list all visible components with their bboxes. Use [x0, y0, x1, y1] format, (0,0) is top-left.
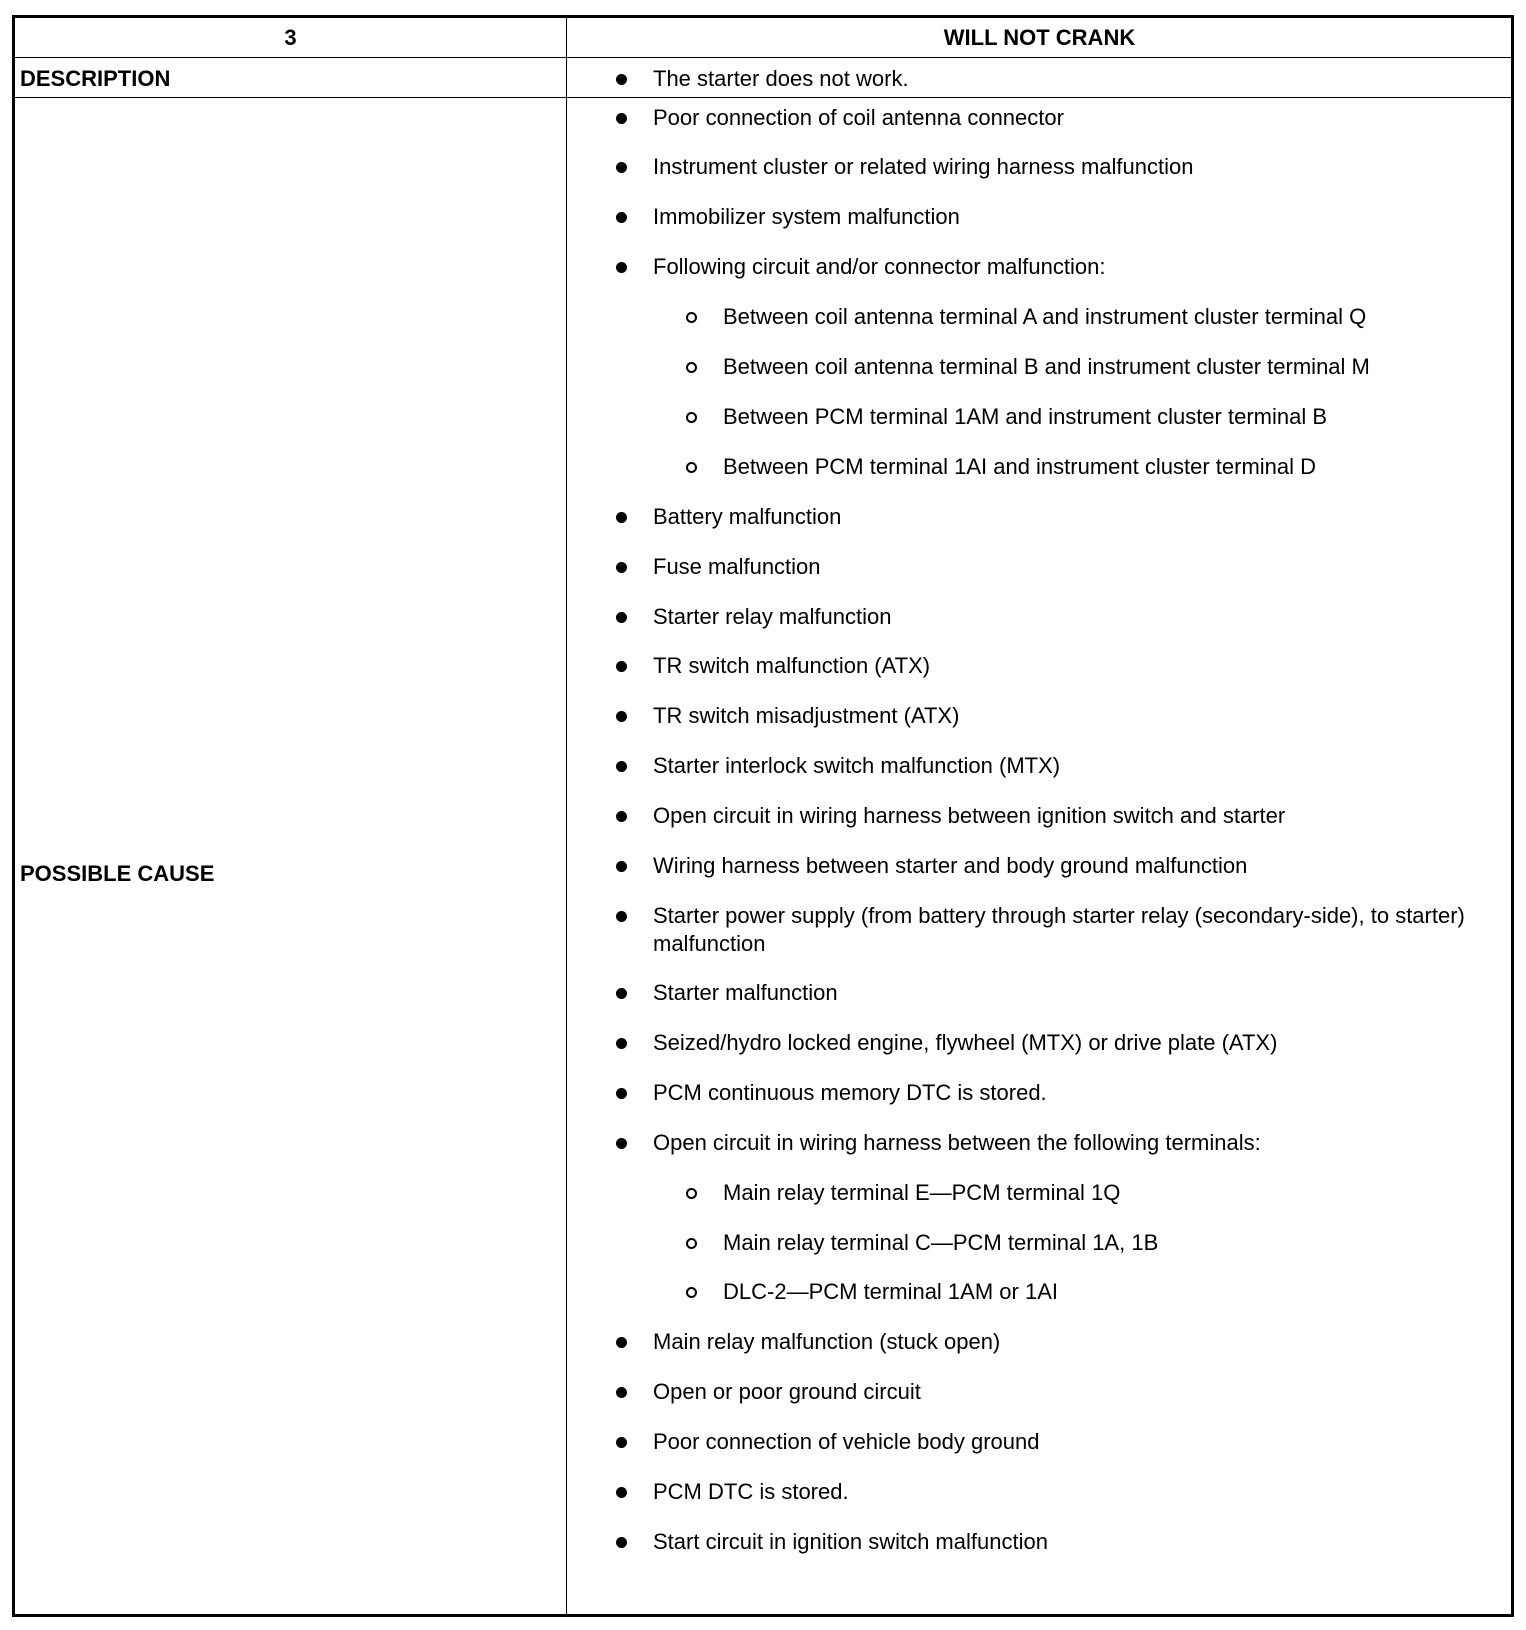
bullet-icon — [616, 212, 627, 223]
circle-bullet-icon — [686, 362, 697, 373]
possible-cause-item: Fuse malfunction — [653, 553, 1473, 581]
symptom-number: 3 — [284, 25, 297, 50]
description-label-cell — [15, 58, 566, 97]
symptom-title: WILL NOT CRANK — [943, 25, 1136, 50]
description-label: DESCRIPTION — [20, 66, 171, 91]
possible-cause-item: Wiring harness between starter and body ground malfunction — [653, 852, 1473, 880]
possible-cause-subitem: Between PCM terminal 1AI and instrument cluster terminal D — [723, 453, 1503, 481]
bullet-icon — [616, 162, 627, 173]
table-header-row — [15, 18, 1511, 58]
bullet-icon — [616, 1487, 627, 1498]
circle-bullet-icon — [686, 1188, 697, 1199]
circle-bullet-icon — [686, 312, 697, 323]
possible-cause-item: PCM DTC is stored. — [653, 1478, 1473, 1506]
bullet-icon — [616, 761, 627, 772]
bullet-icon — [616, 988, 627, 999]
circle-bullet-icon — [686, 412, 697, 423]
possible-cause-item: Open or poor ground circuit — [653, 1378, 1473, 1406]
possible-cause-item: Poor connection of vehicle body ground — [653, 1428, 1473, 1456]
bullet-icon — [616, 861, 627, 872]
circle-bullet-icon — [686, 1238, 697, 1249]
possible-cause-item: TR switch misadjustment (ATX) — [653, 702, 1473, 730]
possible-cause-subitem: Between coil antenna terminal B and instrument cluster terminal M — [723, 353, 1503, 381]
possible-cause-label: POSSIBLE CAUSE — [20, 861, 215, 886]
possible-cause-item: Immobilizer system malfunction — [653, 203, 1473, 231]
circle-bullet-icon — [686, 1287, 697, 1298]
possible-cause-label-cell — [15, 98, 566, 1614]
possible-cause-subitem: Main relay terminal E—PCM terminal 1Q — [723, 1179, 1503, 1207]
header-number-cell — [15, 18, 566, 57]
possible-cause-item: Open circuit in wiring harness between the following terminals: — [653, 1129, 1473, 1157]
bullet-icon — [616, 1337, 627, 1348]
possible-cause-subitem: Between PCM terminal 1AM and instrument cluster terminal B — [723, 403, 1503, 431]
bullet-icon — [616, 1138, 627, 1149]
possible-cause-item: Open circuit in wiring harness between ignition switch and starter — [653, 802, 1473, 830]
possible-cause-item: Starter power supply (from battery through starter relay (secondary-side), to starter) malfunction — [653, 902, 1473, 958]
possible-cause-item: Starter interlock switch malfunction (MTX) — [653, 752, 1473, 780]
possible-cause-item: Starter malfunction — [653, 979, 1473, 1007]
bullet-icon — [616, 661, 627, 672]
possible-cause-item: Poor connection of coil antenna connector — [653, 104, 1473, 132]
possible-cause-item: Starter relay malfunction — [653, 603, 1473, 631]
bullet-icon — [616, 262, 627, 273]
bullet-icon — [616, 1088, 627, 1099]
possible-cause-subitem: Main relay terminal C—PCM terminal 1A, 1B — [723, 1229, 1503, 1257]
possible-cause-list — [568, 98, 1511, 1614]
bullet-icon — [616, 562, 627, 573]
possible-cause-item: TR switch malfunction (ATX) — [653, 652, 1473, 680]
possible-cause-item: Start circuit in ignition switch malfunction — [653, 1528, 1473, 1556]
description-row — [15, 58, 1511, 98]
bullet-icon — [616, 74, 627, 85]
bullet-icon — [616, 1038, 627, 1049]
possible-cause-subitem: DLC-2—PCM terminal 1AM or 1AI — [723, 1278, 1503, 1306]
description-content-cell — [568, 58, 1511, 97]
bullet-icon — [616, 1387, 627, 1398]
bullet-icon — [616, 113, 627, 124]
bullet-icon — [616, 1537, 627, 1548]
bullet-icon — [616, 1437, 627, 1448]
possible-cause-item: Instrument cluster or related wiring harness malfunction — [653, 153, 1473, 181]
possible-cause-row — [15, 98, 1511, 1614]
header-title-cell — [568, 18, 1511, 57]
bullet-icon — [616, 911, 627, 922]
bullet-icon — [616, 612, 627, 623]
description-item: The starter does not work. — [653, 65, 1473, 93]
possible-cause-subitem: Between coil antenna terminal A and instrument cluster terminal Q — [723, 303, 1503, 331]
possible-cause-item: Following circuit and/or connector malfunction: — [653, 253, 1473, 281]
circle-bullet-icon — [686, 462, 697, 473]
bullet-icon — [616, 811, 627, 822]
possible-cause-item: PCM continuous memory DTC is stored. — [653, 1079, 1473, 1107]
bullet-icon — [616, 512, 627, 523]
possible-cause-item: Main relay malfunction (stuck open) — [653, 1328, 1473, 1356]
symptom-table — [12, 15, 1514, 1617]
bullet-icon — [616, 711, 627, 722]
possible-cause-item: Seized/hydro locked engine, flywheel (MTX) or drive plate (ATX) — [653, 1029, 1473, 1057]
possible-cause-item: Battery malfunction — [653, 503, 1473, 531]
